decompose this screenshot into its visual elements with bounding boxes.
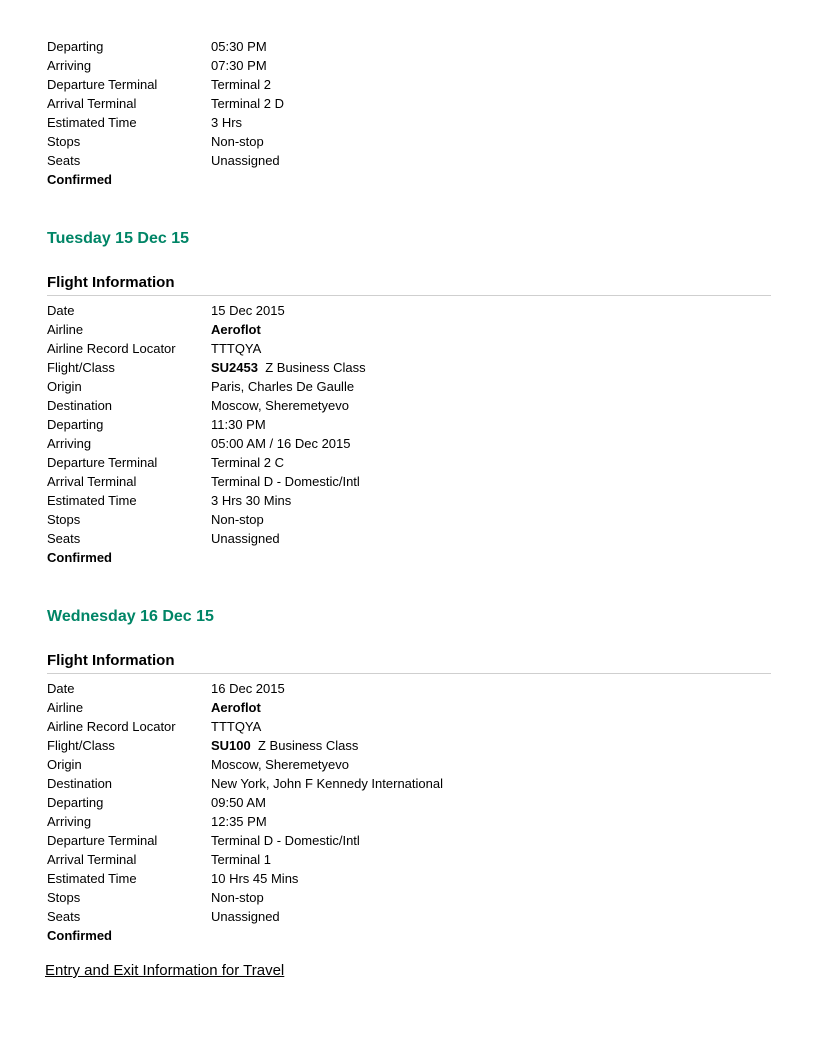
field-label: Estimated Time — [47, 871, 137, 886]
field-row-departure-terminal — [47, 75, 771, 94]
field-row-departing — [47, 793, 771, 812]
field-label: Flight/Class — [47, 360, 115, 375]
cabin-class: Z Business Class — [257, 738, 359, 753]
field-label: Arrival Terminal — [47, 474, 137, 489]
field-label: Departing — [47, 795, 104, 810]
field-label: Stops — [47, 134, 81, 149]
field-row-date — [47, 301, 771, 320]
entry-exit-info-link[interactable]: Entry and Exit Information for Travel — [45, 962, 285, 979]
field-row-departure-terminal — [47, 831, 771, 850]
field-value: Non-stop — [211, 890, 264, 905]
section-title: Flight Information — [47, 273, 771, 296]
field-row-airline — [47, 698, 771, 717]
flight-details — [47, 301, 771, 567]
field-label: Arriving — [47, 814, 92, 829]
airline-name: Aeroflot — [211, 322, 261, 337]
flight-class-value — [211, 358, 771, 377]
field-value: 3 Hrs 30 Mins — [211, 493, 292, 508]
field-value: Unassigned — [211, 909, 280, 924]
field-row-arrival-terminal — [47, 850, 771, 869]
flight-class-value — [211, 736, 771, 755]
field-label: Airline Record Locator — [47, 719, 176, 734]
field-value: 09:50 AM — [211, 795, 266, 810]
field-row-record-locator — [47, 717, 771, 736]
field-label: Arriving — [47, 58, 92, 73]
field-label: Airline — [47, 700, 84, 715]
field-label: Departure Terminal — [47, 833, 158, 848]
field-row-airline — [47, 320, 771, 339]
flight-number: SU2453 — [211, 360, 258, 375]
field-row-flight-class — [47, 358, 771, 377]
field-value: Terminal 2 D — [211, 96, 284, 111]
field-value: Non-stop — [211, 134, 264, 149]
day-heading: Tuesday 15 Dec 15 — [47, 230, 190, 247]
field-label: Origin — [47, 379, 82, 394]
field-row-stops — [47, 132, 771, 151]
field-label: Destination — [47, 776, 113, 791]
field-label: Date — [47, 303, 75, 318]
field-value: Terminal D - Domestic/Intl — [211, 474, 360, 489]
field-label: Departing — [47, 417, 104, 432]
field-label: Origin — [47, 757, 82, 772]
field-value: Terminal D - Domestic/Intl — [211, 833, 360, 848]
cabin-class: Z Business Class — [265, 360, 366, 375]
field-row-estimated-time — [47, 491, 771, 510]
field-value: Unassigned — [211, 531, 280, 546]
flight-number: SU100 — [211, 738, 251, 753]
field-value: Terminal 2 — [211, 77, 271, 92]
field-value: 15 Dec 2015 — [211, 303, 285, 318]
field-value: TTTQYA — [211, 341, 262, 356]
field-value: Moscow, Sheremetyevo — [211, 398, 350, 413]
field-value: Non-stop — [211, 512, 264, 527]
field-row-stops — [47, 888, 771, 907]
field-row-seats — [47, 907, 771, 926]
section-title: Flight Information — [47, 651, 771, 674]
field-value: TTTQYA — [211, 719, 262, 734]
field-value: 07:30 PM — [211, 58, 267, 73]
field-row-date — [47, 679, 771, 698]
field-label: Seats — [47, 153, 81, 168]
field-label: Destination — [47, 398, 113, 413]
field-value: 12:35 PM — [211, 814, 267, 829]
field-label: Flight/Class — [47, 738, 115, 753]
field-row-departing — [47, 415, 771, 434]
field-value: 16 Dec 2015 — [211, 681, 285, 696]
booking-status: Confirmed — [47, 172, 112, 187]
field-label: Stops — [47, 512, 81, 527]
field-row-seats — [47, 151, 771, 170]
field-row-stops — [47, 510, 771, 529]
field-row-arriving — [47, 434, 771, 453]
field-label: Estimated Time — [47, 493, 137, 508]
field-row-estimated-time — [47, 113, 771, 132]
field-row-estimated-time — [47, 869, 771, 888]
field-value: Terminal 2 C — [211, 455, 284, 470]
field-label: Departure Terminal — [47, 455, 158, 470]
field-value: 11:30 PM — [211, 417, 266, 432]
field-label: Departure Terminal — [47, 77, 158, 92]
booking-status: Confirmed — [47, 928, 112, 943]
field-label: Date — [47, 681, 75, 696]
field-row-departing — [47, 37, 771, 56]
itinerary-page — [47, 37, 771, 945]
field-label: Seats — [47, 531, 81, 546]
field-label: Estimated Time — [47, 115, 137, 130]
flight-details-partial — [47, 37, 771, 189]
field-row-origin — [47, 755, 771, 774]
field-row-arrival-terminal — [47, 472, 771, 491]
field-value: 05:30 PM — [211, 39, 267, 54]
field-row-flight-class — [47, 736, 771, 755]
field-row-destination — [47, 774, 771, 793]
field-value: 05:00 AM / 16 Dec 2015 — [211, 436, 351, 451]
day-heading: Wednesday 16 Dec 15 — [47, 608, 214, 625]
field-row-departure-terminal — [47, 453, 771, 472]
field-row-arrival-terminal — [47, 94, 771, 113]
field-value: 3 Hrs — [211, 115, 243, 130]
field-value: Moscow, Sheremetyevo — [211, 757, 350, 772]
field-value: Terminal 1 — [211, 852, 271, 867]
field-value: New York, John F Kennedy International — [211, 776, 443, 791]
airline-name: Aeroflot — [211, 700, 261, 715]
field-label: Arrival Terminal — [47, 852, 137, 867]
field-row-arriving — [47, 812, 771, 831]
field-label: Departing — [47, 39, 104, 54]
field-row-origin — [47, 377, 771, 396]
field-label: Airline — [47, 322, 84, 337]
field-row-arriving — [47, 56, 771, 75]
field-row-destination — [47, 396, 771, 415]
field-row-seats — [47, 529, 771, 548]
flight-details — [47, 679, 771, 945]
field-label: Arriving — [47, 436, 92, 451]
field-label: Seats — [47, 909, 81, 924]
field-value: Paris, Charles De Gaulle — [211, 379, 355, 394]
field-value: Unassigned — [211, 153, 280, 168]
field-row-record-locator — [47, 339, 771, 358]
field-label: Airline Record Locator — [47, 341, 176, 356]
field-value: 10 Hrs 45 Mins — [211, 871, 299, 886]
field-label: Arrival Terminal — [47, 96, 137, 111]
booking-status: Confirmed — [47, 550, 112, 565]
field-label: Stops — [47, 890, 81, 905]
